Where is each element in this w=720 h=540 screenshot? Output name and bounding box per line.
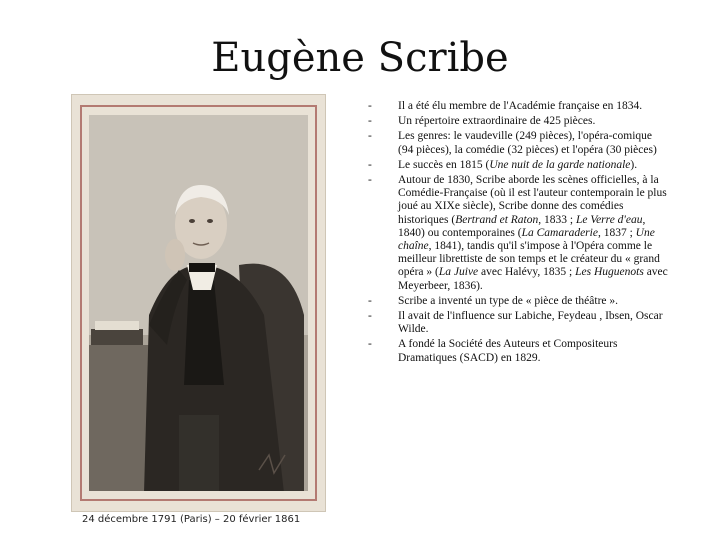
- bullet-marker: -: [368, 100, 372, 112]
- portrait-illustration: [89, 115, 308, 491]
- bullet-text: , 1837 ;: [597, 226, 636, 239]
- portrait-image: [89, 115, 308, 491]
- bullet-item: [368, 159, 668, 172]
- bullet-marker: -: [368, 115, 372, 128]
- bullet-item: [368, 115, 668, 128]
- bullet-item: [368, 130, 668, 156]
- bullet-text: , 1840) ou contemporaines (: [398, 213, 646, 239]
- bullet-text: A fondé la Société des Auteurs et Compositeurs Dramatiques (SACD) en 1829.: [398, 338, 618, 364]
- bullet-text: avec Meyerbeer, 1836).: [398, 266, 668, 292]
- bullet-marker: -: [368, 174, 372, 187]
- bullet-item: [368, 174, 668, 293]
- bullet-text: Scribe a inventé un type de « pièce de théâtre ».: [398, 294, 619, 307]
- bullet-item: [368, 310, 668, 336]
- portrait-photo: [71, 94, 326, 512]
- bullet-text: avec Halévy, 1835 ;: [478, 266, 576, 279]
- bullet-text: ).: [630, 158, 638, 171]
- bullet-italic-title: Les Huguenots: [575, 266, 644, 279]
- slide-title: Eugène Scribe: [211, 35, 509, 81]
- bullet-list: [368, 100, 668, 367]
- bullet-item: [368, 100, 668, 113]
- bullet-italic-title: Bertrand et Raton: [455, 213, 539, 226]
- photo-frame: [80, 105, 317, 501]
- bullet-marker: -: [368, 158, 372, 171]
- bullet-italic-title: Une nuit de la garde nationale: [489, 158, 631, 171]
- bullet-text: , 1833 ;: [538, 213, 576, 226]
- bullet-text: Les genres: le vaudeville (249 pièces), l'opéra-comique (94 pièces), la comédie (32 pièces) et l'opéra (30 pièces): [398, 130, 657, 156]
- bullet-italic-title: La Camaraderie: [521, 226, 598, 239]
- bullet-italic-title: La Juive: [438, 266, 479, 279]
- bullet-marker: -: [368, 310, 372, 323]
- bullet-marker: -: [368, 294, 372, 307]
- photo-caption: 24 décembre 1791 (Paris) – 20 février 1861: [82, 514, 301, 525]
- bullet-marker: -: [368, 130, 372, 143]
- bullet-text: Un répertoire extraordinaire de 425 pièces.: [398, 115, 596, 128]
- bullet-item: [368, 295, 668, 308]
- bullet-italic-title: Le Verre d'eau: [575, 213, 643, 226]
- bullet-italic-title: Une chaîne: [398, 226, 655, 253]
- bullet-text: Il a été élu membre de l'Académie française en 1834.: [398, 100, 643, 112]
- bullet-item: [368, 338, 668, 364]
- bullet-text: , 1841), tandis qu'il s'impose à l'Opéra comme le meilleur librettiste de son temps et le créateur du « grand opéra » (: [398, 240, 660, 279]
- bullet-text: Il avait de l'influence sur Labiche, Feydeau , Ibsen, Oscar Wilde.: [398, 310, 663, 336]
- bullet-text: Autour de 1830, Scribe aborde les scènes officielles, à la Comédie-Française (où il est l'auteur contemporain le plus joué au XIXe siècle), Scribe donne des comédies historiques (: [398, 174, 667, 226]
- bullet-marker: -: [368, 338, 372, 351]
- bullet-text: Le succès en 1815 (: [398, 158, 490, 171]
